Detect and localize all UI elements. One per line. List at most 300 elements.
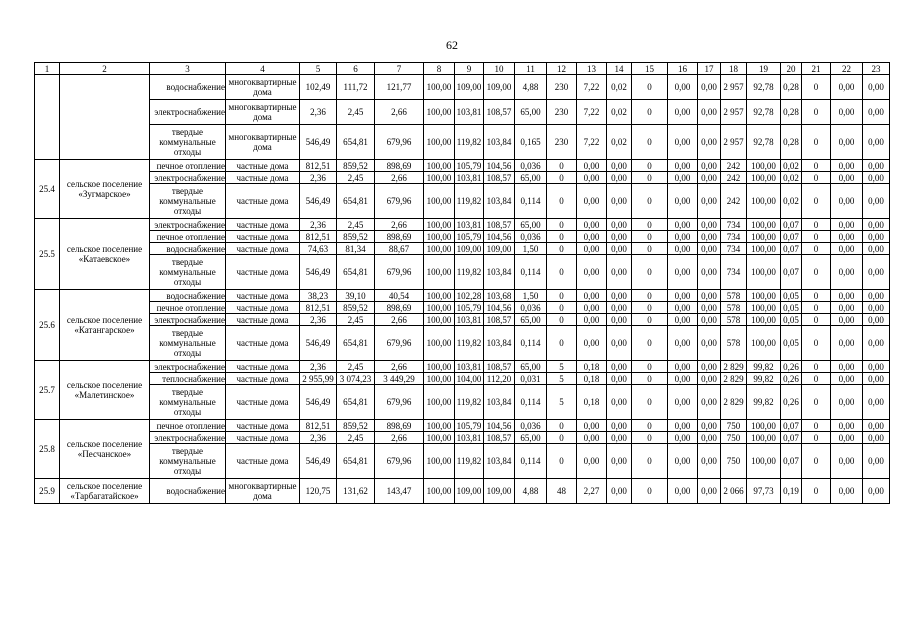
value-cell: 88,67 xyxy=(375,243,424,255)
housing-type: частные дома xyxy=(226,361,300,373)
value-cell: 0,05 xyxy=(781,326,802,361)
value-cell: 0,00 xyxy=(831,432,863,444)
value-cell: 0,07 xyxy=(781,231,802,243)
value-cell: 0,00 xyxy=(668,373,698,385)
value-cell: 100,00 xyxy=(424,219,455,231)
housing-type: многоквартирные дома xyxy=(226,100,300,125)
column-number: 20 xyxy=(781,63,802,75)
value-cell: 0,00 xyxy=(863,290,890,302)
column-number: 6 xyxy=(337,63,375,75)
value-cell: 0,00 xyxy=(668,314,698,326)
value-cell: 750 xyxy=(721,420,747,432)
value-cell: 0,00 xyxy=(668,160,698,172)
value-cell: 103,84 xyxy=(484,184,515,219)
value-cell: 2 957 xyxy=(721,100,747,125)
value-cell: 0 xyxy=(632,444,668,479)
value-cell: 0,00 xyxy=(607,219,632,231)
value-cell: 2 957 xyxy=(721,75,747,100)
settlement-number: 25.7 xyxy=(35,361,60,420)
value-cell: 100,00 xyxy=(747,172,781,184)
value-cell: 898,69 xyxy=(375,420,424,432)
value-cell: 0 xyxy=(632,361,668,373)
value-cell: 578 xyxy=(721,302,747,314)
value-cell: 0,00 xyxy=(668,100,698,125)
value-cell: 0,00 xyxy=(698,314,721,326)
value-cell: 0,02 xyxy=(781,172,802,184)
value-cell: 0 xyxy=(547,243,577,255)
value-cell: 0 xyxy=(632,219,668,231)
value-cell: 0,00 xyxy=(668,302,698,314)
value-cell: 0,00 xyxy=(863,314,890,326)
settlement-number: 25.9 xyxy=(35,479,60,504)
value-cell: 0 xyxy=(632,184,668,219)
value-cell: 0,00 xyxy=(698,125,721,160)
value-cell: 0,00 xyxy=(577,219,607,231)
value-cell: 0,00 xyxy=(607,290,632,302)
value-cell: 2,45 xyxy=(337,219,375,231)
value-cell: 0,00 xyxy=(831,75,863,100)
value-cell: 2,36 xyxy=(300,314,337,326)
value-cell: 0,00 xyxy=(863,444,890,479)
value-cell: 0,00 xyxy=(607,326,632,361)
value-cell: 0 xyxy=(547,219,577,231)
value-cell: 0,07 xyxy=(781,444,802,479)
value-cell: 40,54 xyxy=(375,290,424,302)
value-cell: 100,00 xyxy=(424,314,455,326)
value-cell: 859,52 xyxy=(337,231,375,243)
column-number: 11 xyxy=(515,63,547,75)
value-cell: 0 xyxy=(547,444,577,479)
value-cell: 0,00 xyxy=(668,432,698,444)
table-row xyxy=(35,160,890,172)
value-cell: 65,00 xyxy=(515,432,547,444)
value-cell: 100,00 xyxy=(424,373,455,385)
housing-type: частные дома xyxy=(226,231,300,243)
value-cell: 121,77 xyxy=(375,75,424,100)
value-cell: 0,00 xyxy=(698,172,721,184)
value-cell: 0,00 xyxy=(863,160,890,172)
value-cell: 0,07 xyxy=(781,420,802,432)
value-cell: 100,00 xyxy=(424,420,455,432)
value-cell: 0,00 xyxy=(863,385,890,420)
service-type: теплоснабжение xyxy=(150,373,226,385)
value-cell: 100,00 xyxy=(747,314,781,326)
value-cell: 546,49 xyxy=(300,385,337,420)
value-cell: 0,036 xyxy=(515,231,547,243)
value-cell: 65,00 xyxy=(515,361,547,373)
table-row xyxy=(35,432,890,444)
value-cell: 103,81 xyxy=(455,314,484,326)
value-cell: 0,00 xyxy=(831,444,863,479)
value-cell: 0,00 xyxy=(577,231,607,243)
value-cell: 102,49 xyxy=(300,75,337,100)
value-cell: 119,82 xyxy=(455,385,484,420)
value-cell: 679,96 xyxy=(375,255,424,290)
value-cell: 0,00 xyxy=(698,184,721,219)
header-row xyxy=(35,63,890,75)
table-row xyxy=(35,479,890,504)
value-cell: 99,82 xyxy=(747,361,781,373)
value-cell: 242 xyxy=(721,184,747,219)
value-cell: 0,00 xyxy=(831,184,863,219)
service-type: электроснабжение xyxy=(150,432,226,444)
value-cell: 0,00 xyxy=(863,172,890,184)
value-cell: 0,00 xyxy=(668,255,698,290)
value-cell: 0,00 xyxy=(831,125,863,160)
value-cell: 0,00 xyxy=(607,302,632,314)
value-cell: 0,00 xyxy=(863,302,890,314)
value-cell: 654,81 xyxy=(337,326,375,361)
value-cell: 0 xyxy=(802,160,831,172)
value-cell: 0,00 xyxy=(863,125,890,160)
value-cell: 104,56 xyxy=(484,160,515,172)
column-number: 15 xyxy=(632,63,668,75)
value-cell: 119,82 xyxy=(455,255,484,290)
value-cell: 2 955,99 xyxy=(300,373,337,385)
value-cell: 48 xyxy=(547,479,577,504)
value-cell: 546,49 xyxy=(300,255,337,290)
service-type: водоснабжение xyxy=(150,75,226,100)
value-cell: 0,00 xyxy=(698,302,721,314)
value-cell: 0 xyxy=(547,302,577,314)
housing-type: частные дома xyxy=(226,243,300,255)
value-cell: 111,72 xyxy=(337,75,375,100)
value-cell: 0,00 xyxy=(577,326,607,361)
value-cell: 578 xyxy=(721,290,747,302)
value-cell: 0,00 xyxy=(577,160,607,172)
value-cell: 0 xyxy=(632,243,668,255)
housing-type: частные дома xyxy=(226,432,300,444)
column-number: 7 xyxy=(375,63,424,75)
value-cell: 0,07 xyxy=(781,255,802,290)
value-cell: 654,81 xyxy=(337,125,375,160)
column-number: 19 xyxy=(747,63,781,75)
value-cell: 0 xyxy=(547,326,577,361)
value-cell: 0,00 xyxy=(607,444,632,479)
value-cell: 100,00 xyxy=(747,302,781,314)
column-number: 9 xyxy=(455,63,484,75)
value-cell: 2,36 xyxy=(300,172,337,184)
value-cell: 100,00 xyxy=(747,160,781,172)
value-cell: 0,00 xyxy=(698,361,721,373)
value-cell: 2,45 xyxy=(337,100,375,125)
value-cell: 0 xyxy=(802,100,831,125)
value-cell: 100,00 xyxy=(747,326,781,361)
value-cell: 0,00 xyxy=(698,231,721,243)
value-cell: 65,00 xyxy=(515,219,547,231)
value-cell: 38,23 xyxy=(300,290,337,302)
housing-type: частные дома xyxy=(226,255,300,290)
value-cell: 2,66 xyxy=(375,219,424,231)
value-cell: 0,00 xyxy=(831,100,863,125)
value-cell: 0 xyxy=(802,75,831,100)
value-cell: 0,00 xyxy=(577,243,607,255)
value-cell: 99,82 xyxy=(747,373,781,385)
settlement-name: сельское поселение «Катаевское» xyxy=(60,219,150,290)
value-cell: 750 xyxy=(721,444,747,479)
value-cell: 119,82 xyxy=(455,326,484,361)
value-cell: 100,00 xyxy=(747,444,781,479)
value-cell: 109,00 xyxy=(455,243,484,255)
service-type: электроснабжение xyxy=(150,361,226,373)
value-cell: 112,20 xyxy=(484,373,515,385)
value-cell: 0 xyxy=(632,75,668,100)
value-cell: 0 xyxy=(802,125,831,160)
value-cell: 119,82 xyxy=(455,444,484,479)
value-cell: 0,00 xyxy=(607,373,632,385)
value-cell: 0,00 xyxy=(698,160,721,172)
value-cell: 242 xyxy=(721,160,747,172)
value-cell: 546,49 xyxy=(300,184,337,219)
value-cell: 2 829 xyxy=(721,385,747,420)
service-type: электроснабжение xyxy=(150,100,226,125)
value-cell: 898,69 xyxy=(375,231,424,243)
value-cell: 0,00 xyxy=(698,385,721,420)
value-cell: 100,00 xyxy=(747,255,781,290)
value-cell: 0 xyxy=(632,314,668,326)
value-cell: 100,00 xyxy=(424,444,455,479)
column-number: 16 xyxy=(668,63,698,75)
value-cell: 108,57 xyxy=(484,361,515,373)
settlement-number xyxy=(35,75,60,160)
value-cell: 0,00 xyxy=(698,444,721,479)
service-type: печное отопление xyxy=(150,302,226,314)
value-cell: 92,78 xyxy=(747,125,781,160)
value-cell: 750 xyxy=(721,432,747,444)
value-cell: 0 xyxy=(802,255,831,290)
value-cell: 100,00 xyxy=(747,231,781,243)
value-cell: 0,00 xyxy=(577,314,607,326)
column-number: 12 xyxy=(547,63,577,75)
value-cell: 0,00 xyxy=(863,100,890,125)
value-cell: 242 xyxy=(721,172,747,184)
table-row xyxy=(35,385,890,420)
value-cell: 3 074,23 xyxy=(337,373,375,385)
value-cell: 2,45 xyxy=(337,361,375,373)
housing-type: многоквартирные дома xyxy=(226,75,300,100)
value-cell: 108,57 xyxy=(484,172,515,184)
value-cell: 105,79 xyxy=(455,160,484,172)
value-cell: 105,79 xyxy=(455,231,484,243)
value-cell: 0,26 xyxy=(781,361,802,373)
value-cell: 0,00 xyxy=(607,432,632,444)
value-cell: 0 xyxy=(547,420,577,432)
value-cell: 100,00 xyxy=(424,160,455,172)
value-cell: 0,00 xyxy=(863,255,890,290)
value-cell: 103,81 xyxy=(455,219,484,231)
value-cell: 0,00 xyxy=(698,479,721,504)
value-cell: 0,00 xyxy=(577,255,607,290)
value-cell: 100,00 xyxy=(747,243,781,255)
service-type: твердые коммунальные отходы xyxy=(150,444,226,479)
value-cell: 0 xyxy=(802,231,831,243)
value-cell: 230 xyxy=(547,100,577,125)
value-cell: 103,84 xyxy=(484,125,515,160)
settlement-name: сельское поселение «Зугмарское» xyxy=(60,160,150,219)
settlement-name: сельское поселение «Тарбагатайское» xyxy=(60,479,150,504)
value-cell: 100,00 xyxy=(747,432,781,444)
value-cell: 131,62 xyxy=(337,479,375,504)
value-cell: 0,00 xyxy=(607,184,632,219)
value-cell: 99,82 xyxy=(747,385,781,420)
value-cell: 100,00 xyxy=(424,255,455,290)
value-cell: 0 xyxy=(802,326,831,361)
value-cell: 0 xyxy=(632,160,668,172)
value-cell: 812,51 xyxy=(300,231,337,243)
value-cell: 0,05 xyxy=(781,302,802,314)
value-cell: 2 957 xyxy=(721,125,747,160)
value-cell: 0,114 xyxy=(515,326,547,361)
value-cell: 0,00 xyxy=(577,302,607,314)
table-row xyxy=(35,255,890,290)
value-cell: 0 xyxy=(632,100,668,125)
column-number: 13 xyxy=(577,63,607,75)
value-cell: 0,00 xyxy=(831,326,863,361)
value-cell: 103,84 xyxy=(484,326,515,361)
value-cell: 0,00 xyxy=(863,420,890,432)
value-cell: 0,00 xyxy=(863,479,890,504)
settlement-name: сельское поселение «Малетинское» xyxy=(60,361,150,420)
value-cell: 0,00 xyxy=(668,385,698,420)
value-cell: 2,66 xyxy=(375,100,424,125)
housing-type: многоквартирные дома xyxy=(226,479,300,504)
housing-type: частные дома xyxy=(226,314,300,326)
value-cell: 0,00 xyxy=(831,302,863,314)
value-cell: 0,00 xyxy=(831,172,863,184)
value-cell: 0,00 xyxy=(831,361,863,373)
housing-type: частные дома xyxy=(226,373,300,385)
service-type: твердые коммунальные отходы xyxy=(150,125,226,160)
value-cell: 898,69 xyxy=(375,160,424,172)
value-cell: 0,00 xyxy=(863,184,890,219)
value-cell: 109,00 xyxy=(455,479,484,504)
value-cell: 0,00 xyxy=(668,75,698,100)
value-cell: 0,00 xyxy=(668,125,698,160)
value-cell: 0,07 xyxy=(781,219,802,231)
value-cell: 0,26 xyxy=(781,385,802,420)
value-cell: 812,51 xyxy=(300,302,337,314)
value-cell: 65,00 xyxy=(515,100,547,125)
value-cell: 2,27 xyxy=(577,479,607,504)
housing-type: частные дома xyxy=(226,184,300,219)
value-cell: 108,57 xyxy=(484,314,515,326)
value-cell: 0,26 xyxy=(781,373,802,385)
value-cell: 812,51 xyxy=(300,420,337,432)
value-cell: 0 xyxy=(802,243,831,255)
value-cell: 109,00 xyxy=(484,75,515,100)
table-row xyxy=(35,184,890,219)
value-cell: 0,114 xyxy=(515,444,547,479)
value-cell: 0,18 xyxy=(577,385,607,420)
value-cell: 100,00 xyxy=(747,420,781,432)
value-cell: 0,00 xyxy=(831,479,863,504)
service-type: электроснабжение xyxy=(150,172,226,184)
value-cell: 143,47 xyxy=(375,479,424,504)
value-cell: 0,00 xyxy=(831,290,863,302)
column-number: 5 xyxy=(300,63,337,75)
housing-type: частные дома xyxy=(226,444,300,479)
value-cell: 108,57 xyxy=(484,432,515,444)
value-cell: 0,00 xyxy=(577,432,607,444)
value-cell: 0 xyxy=(632,432,668,444)
housing-type: частные дома xyxy=(226,290,300,302)
value-cell: 104,56 xyxy=(484,420,515,432)
value-cell: 0,00 xyxy=(668,172,698,184)
column-number: 22 xyxy=(831,63,863,75)
value-cell: 5 xyxy=(547,361,577,373)
value-cell: 0,00 xyxy=(668,326,698,361)
value-cell: 7,22 xyxy=(577,75,607,100)
value-cell: 734 xyxy=(721,255,747,290)
value-cell: 0 xyxy=(632,231,668,243)
value-cell: 100,00 xyxy=(424,361,455,373)
settlement-number: 25.6 xyxy=(35,290,60,361)
value-cell: 0,00 xyxy=(577,420,607,432)
value-cell: 546,49 xyxy=(300,444,337,479)
value-cell: 0,114 xyxy=(515,255,547,290)
value-cell: 39,10 xyxy=(337,290,375,302)
table-row xyxy=(35,125,890,160)
value-cell: 0,00 xyxy=(698,326,721,361)
value-cell: 0,00 xyxy=(607,255,632,290)
service-type: электроснабжение xyxy=(150,314,226,326)
value-cell: 100,00 xyxy=(424,385,455,420)
value-cell: 679,96 xyxy=(375,184,424,219)
value-cell: 0,00 xyxy=(863,373,890,385)
value-cell: 230 xyxy=(547,75,577,100)
value-cell: 0,28 xyxy=(781,75,802,100)
value-cell: 7,22 xyxy=(577,100,607,125)
value-cell: 0,00 xyxy=(607,172,632,184)
value-cell: 97,73 xyxy=(747,479,781,504)
service-type: твердые коммунальные отходы xyxy=(150,326,226,361)
value-cell: 1,50 xyxy=(515,290,547,302)
value-cell: 0,00 xyxy=(863,432,890,444)
value-cell: 0,114 xyxy=(515,184,547,219)
value-cell: 859,52 xyxy=(337,420,375,432)
value-cell: 0,00 xyxy=(607,231,632,243)
value-cell: 0 xyxy=(547,184,577,219)
value-cell: 103,81 xyxy=(455,432,484,444)
value-cell: 100,00 xyxy=(747,290,781,302)
value-cell: 0 xyxy=(632,302,668,314)
value-cell: 103,84 xyxy=(484,444,515,479)
value-cell: 120,75 xyxy=(300,479,337,504)
table-row xyxy=(35,75,890,100)
value-cell: 2,36 xyxy=(300,361,337,373)
value-cell: 0,02 xyxy=(781,160,802,172)
value-cell: 0,036 xyxy=(515,160,547,172)
column-number: 3 xyxy=(150,63,226,75)
value-cell: 109,00 xyxy=(455,75,484,100)
value-cell: 679,96 xyxy=(375,125,424,160)
table-row xyxy=(35,243,890,255)
value-cell: 0 xyxy=(547,231,577,243)
value-cell: 3 449,29 xyxy=(375,373,424,385)
value-cell: 0,00 xyxy=(607,314,632,326)
value-cell: 0,00 xyxy=(698,100,721,125)
value-cell: 0,07 xyxy=(781,432,802,444)
value-cell: 104,00 xyxy=(455,373,484,385)
value-cell: 654,81 xyxy=(337,184,375,219)
value-cell: 0,00 xyxy=(863,243,890,255)
value-cell: 654,81 xyxy=(337,444,375,479)
value-cell: 108,57 xyxy=(484,100,515,125)
value-cell: 0 xyxy=(802,444,831,479)
page-number: 62 xyxy=(446,38,458,52)
table-row xyxy=(35,302,890,314)
value-cell: 0 xyxy=(802,290,831,302)
